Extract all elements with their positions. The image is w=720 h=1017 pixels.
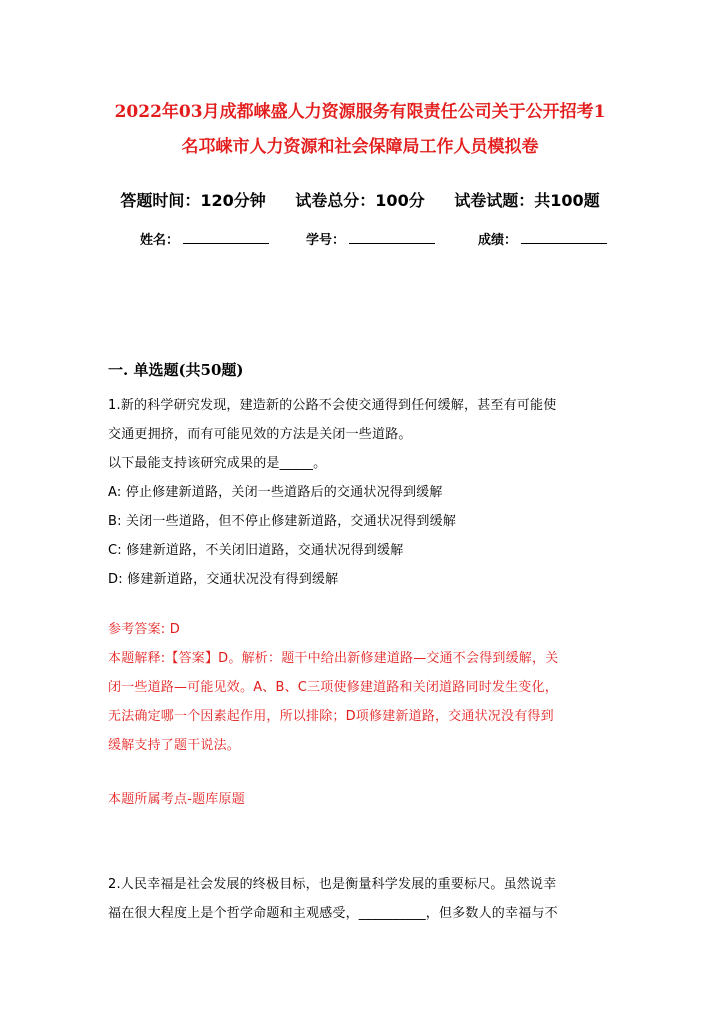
option-d: D: 修建新道路，交通状况没有得到缓解 [108, 572, 339, 587]
name-blank [183, 231, 269, 244]
document-title-line2: 名邛崃市人力资源和社会保障局工作人员模拟卷 [181, 137, 539, 157]
score-field [478, 229, 607, 248]
explanation-line: 缓解支持了题干说法。 [108, 738, 241, 753]
exam-question-count: 试卷试题：共100题 [454, 191, 600, 210]
document-title-line1: 2022年03月成都崃盛人力资源服务有限责任公司关于公开招考1 [114, 102, 606, 122]
name-field [140, 229, 269, 248]
score-label: 成绩： [478, 233, 518, 248]
exam-meta [100, 188, 620, 211]
question-stem: 福在很大程度上是个哲学命题和主观感受，__________，但多数人的幸福与不 [108, 906, 558, 921]
reference-answer: 参考答案: D [108, 622, 180, 637]
question-source: 本题所属考点-题库原题 [108, 792, 245, 807]
name-label: 姓名： [140, 233, 180, 248]
question-stem: 交通更拥挤，而有可能见效的方法是关闭一些道路。 [108, 427, 412, 442]
explanation-line: 本题解释:【答案】D。解析：题干中给出新修建道路—交通不会得到缓解，关 [108, 651, 559, 666]
id-field [306, 229, 435, 248]
score-blank [521, 231, 607, 244]
question-stem: 2.人民幸福是社会发展的终极目标，也是衡量科学发展的重要标尺。虽然说幸 [108, 877, 557, 892]
question-stem: 以下最能支持该研究成果的是_____。 [108, 456, 327, 471]
option-c: C: 修建新道路，不关闭旧道路，交通状况得到缓解 [108, 543, 404, 558]
explanation-line: 闭一些道路—可能见效。A、B、C三项使修建道路和关闭道路同时发生变化， [108, 680, 558, 695]
exam-time: 答题时间：120分钟 [120, 191, 266, 210]
id-label: 学号： [306, 233, 346, 248]
id-blank [349, 231, 435, 244]
option-b: B: 关闭一些道路，但不停止修建新道路，交通状况得到缓解 [108, 514, 457, 529]
option-a: A: 停止修建新道路，关闭一些道路后的交通状况得到缓解 [108, 485, 443, 500]
question-stem: 1.新的科学研究发现，建造新的公路不会使交通得到任何缓解，甚至有可能使 [108, 398, 557, 413]
section-heading: 一. 单选题(共50题) [108, 361, 244, 379]
exam-total-score: 试卷总分：100分 [295, 191, 425, 210]
explanation-line: 无法确定哪一个因素起作用，所以排除；D项修建新道路，交通状况没有得到 [108, 709, 554, 724]
